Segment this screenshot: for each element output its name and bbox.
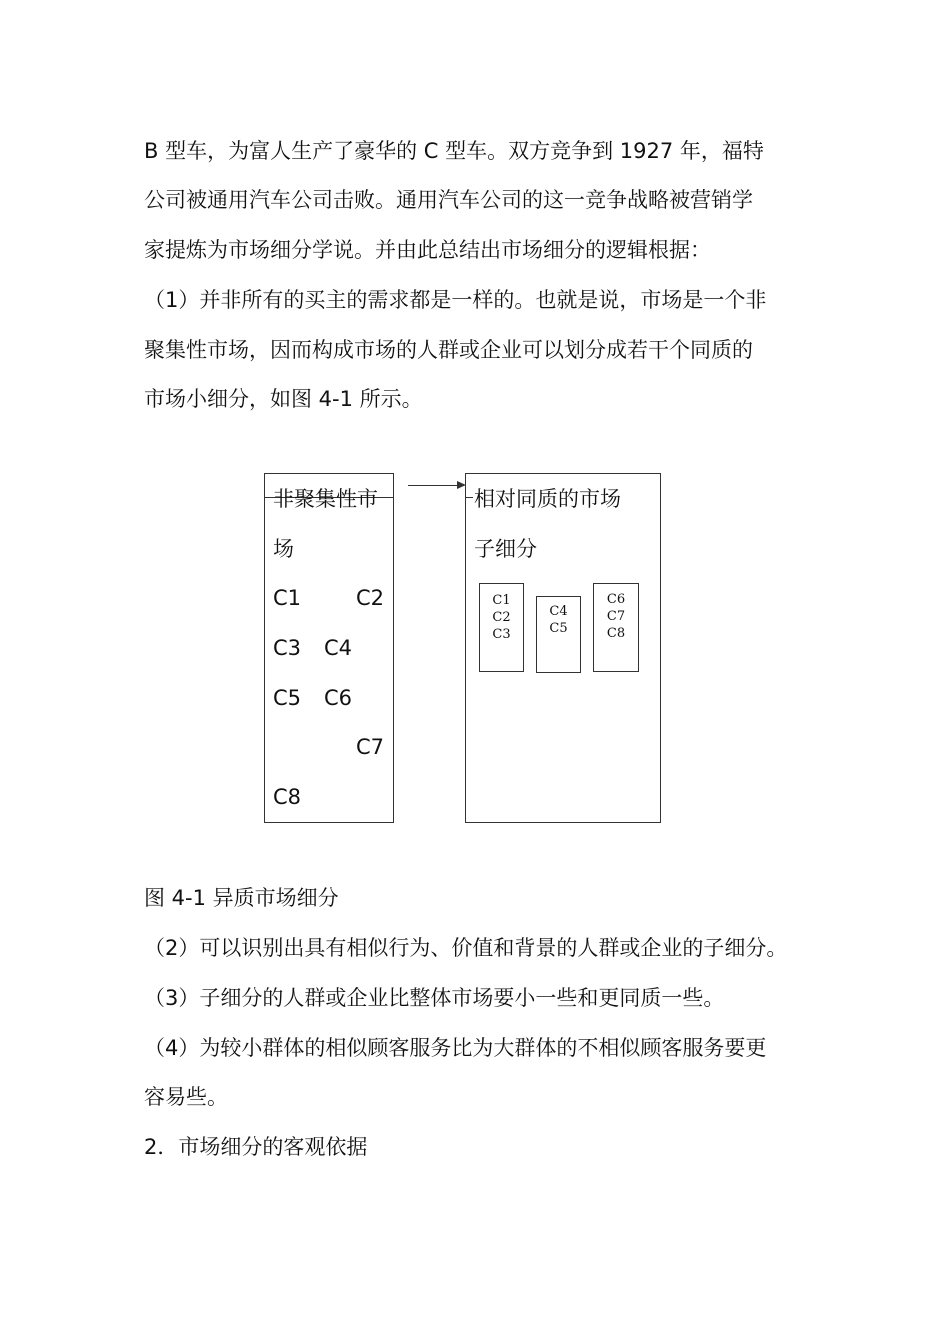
customer-label: C1 <box>273 586 302 610</box>
left-box-title: 非聚集性市 <box>273 487 378 511</box>
paragraph-line: （2）可以识别出具有相似行为、价值和背景的人群或企业的子细分。 <box>144 936 788 960</box>
section-heading: 2．市场细分的客观依据 <box>144 1135 368 1159</box>
segment-label: C8 <box>606 626 626 641</box>
segment-label: C2 <box>492 610 511 625</box>
customer-label: C4 <box>324 636 353 660</box>
segment-label: C4 <box>549 604 568 619</box>
paragraph-line: 家提炼为市场细分学说。并由此总结出市场细分的逻辑根据： <box>144 238 711 262</box>
paragraph-line: 聚集性市场，因而构成市场的人群或企业可以划分成若干个同质的 <box>144 338 753 362</box>
paragraph-line: 公司被通用汽车公司击败。通用汽车公司的这一竞争战略被营销学 <box>144 188 753 212</box>
paragraph-line: B 型车，为富人生产了豪华的 C 型车。双方竞争到 1927 年，福特 <box>144 139 764 163</box>
segment-label: C3 <box>492 627 511 642</box>
segment-box <box>593 583 639 672</box>
right-box-title-cont: 子细分 <box>474 537 537 561</box>
customer-label: C7 <box>356 735 385 759</box>
paragraph-line: （3）子细分的人群或企业比整体市场要小一些和更同质一些。 <box>144 986 725 1010</box>
customer-label: C2 <box>356 586 385 610</box>
segment-label: C7 <box>606 609 626 624</box>
paragraph-line: 市场小细分，如图 4-1 所示。 <box>144 387 423 411</box>
arrow-line <box>408 485 458 486</box>
segment-label: C5 <box>549 621 568 636</box>
customer-label: C8 <box>273 785 302 809</box>
customer-label: C6 <box>324 686 353 710</box>
segment-box <box>536 596 581 673</box>
segment-box <box>479 583 524 672</box>
paragraph-line: 容易些。 <box>144 1085 228 1109</box>
figure-caption: 图 4-1 异质市场细分 <box>144 886 339 910</box>
right-box-title: 相对同质的市场 <box>474 487 621 511</box>
paragraph-line: （4）为较小群体的相似顾客服务比为大群体的不相似顾客服务要更 <box>144 1036 767 1060</box>
paragraph-line: （1）并非所有的买主的需求都是一样的。也就是说，市场是一个非 <box>144 288 767 312</box>
customer-label: C3 <box>273 636 302 660</box>
segment-label: C6 <box>606 592 626 607</box>
strike-line <box>465 497 473 498</box>
left-box-title-cont: 场 <box>273 537 294 561</box>
customer-label: C5 <box>273 686 302 710</box>
segment-label: C1 <box>492 593 511 608</box>
